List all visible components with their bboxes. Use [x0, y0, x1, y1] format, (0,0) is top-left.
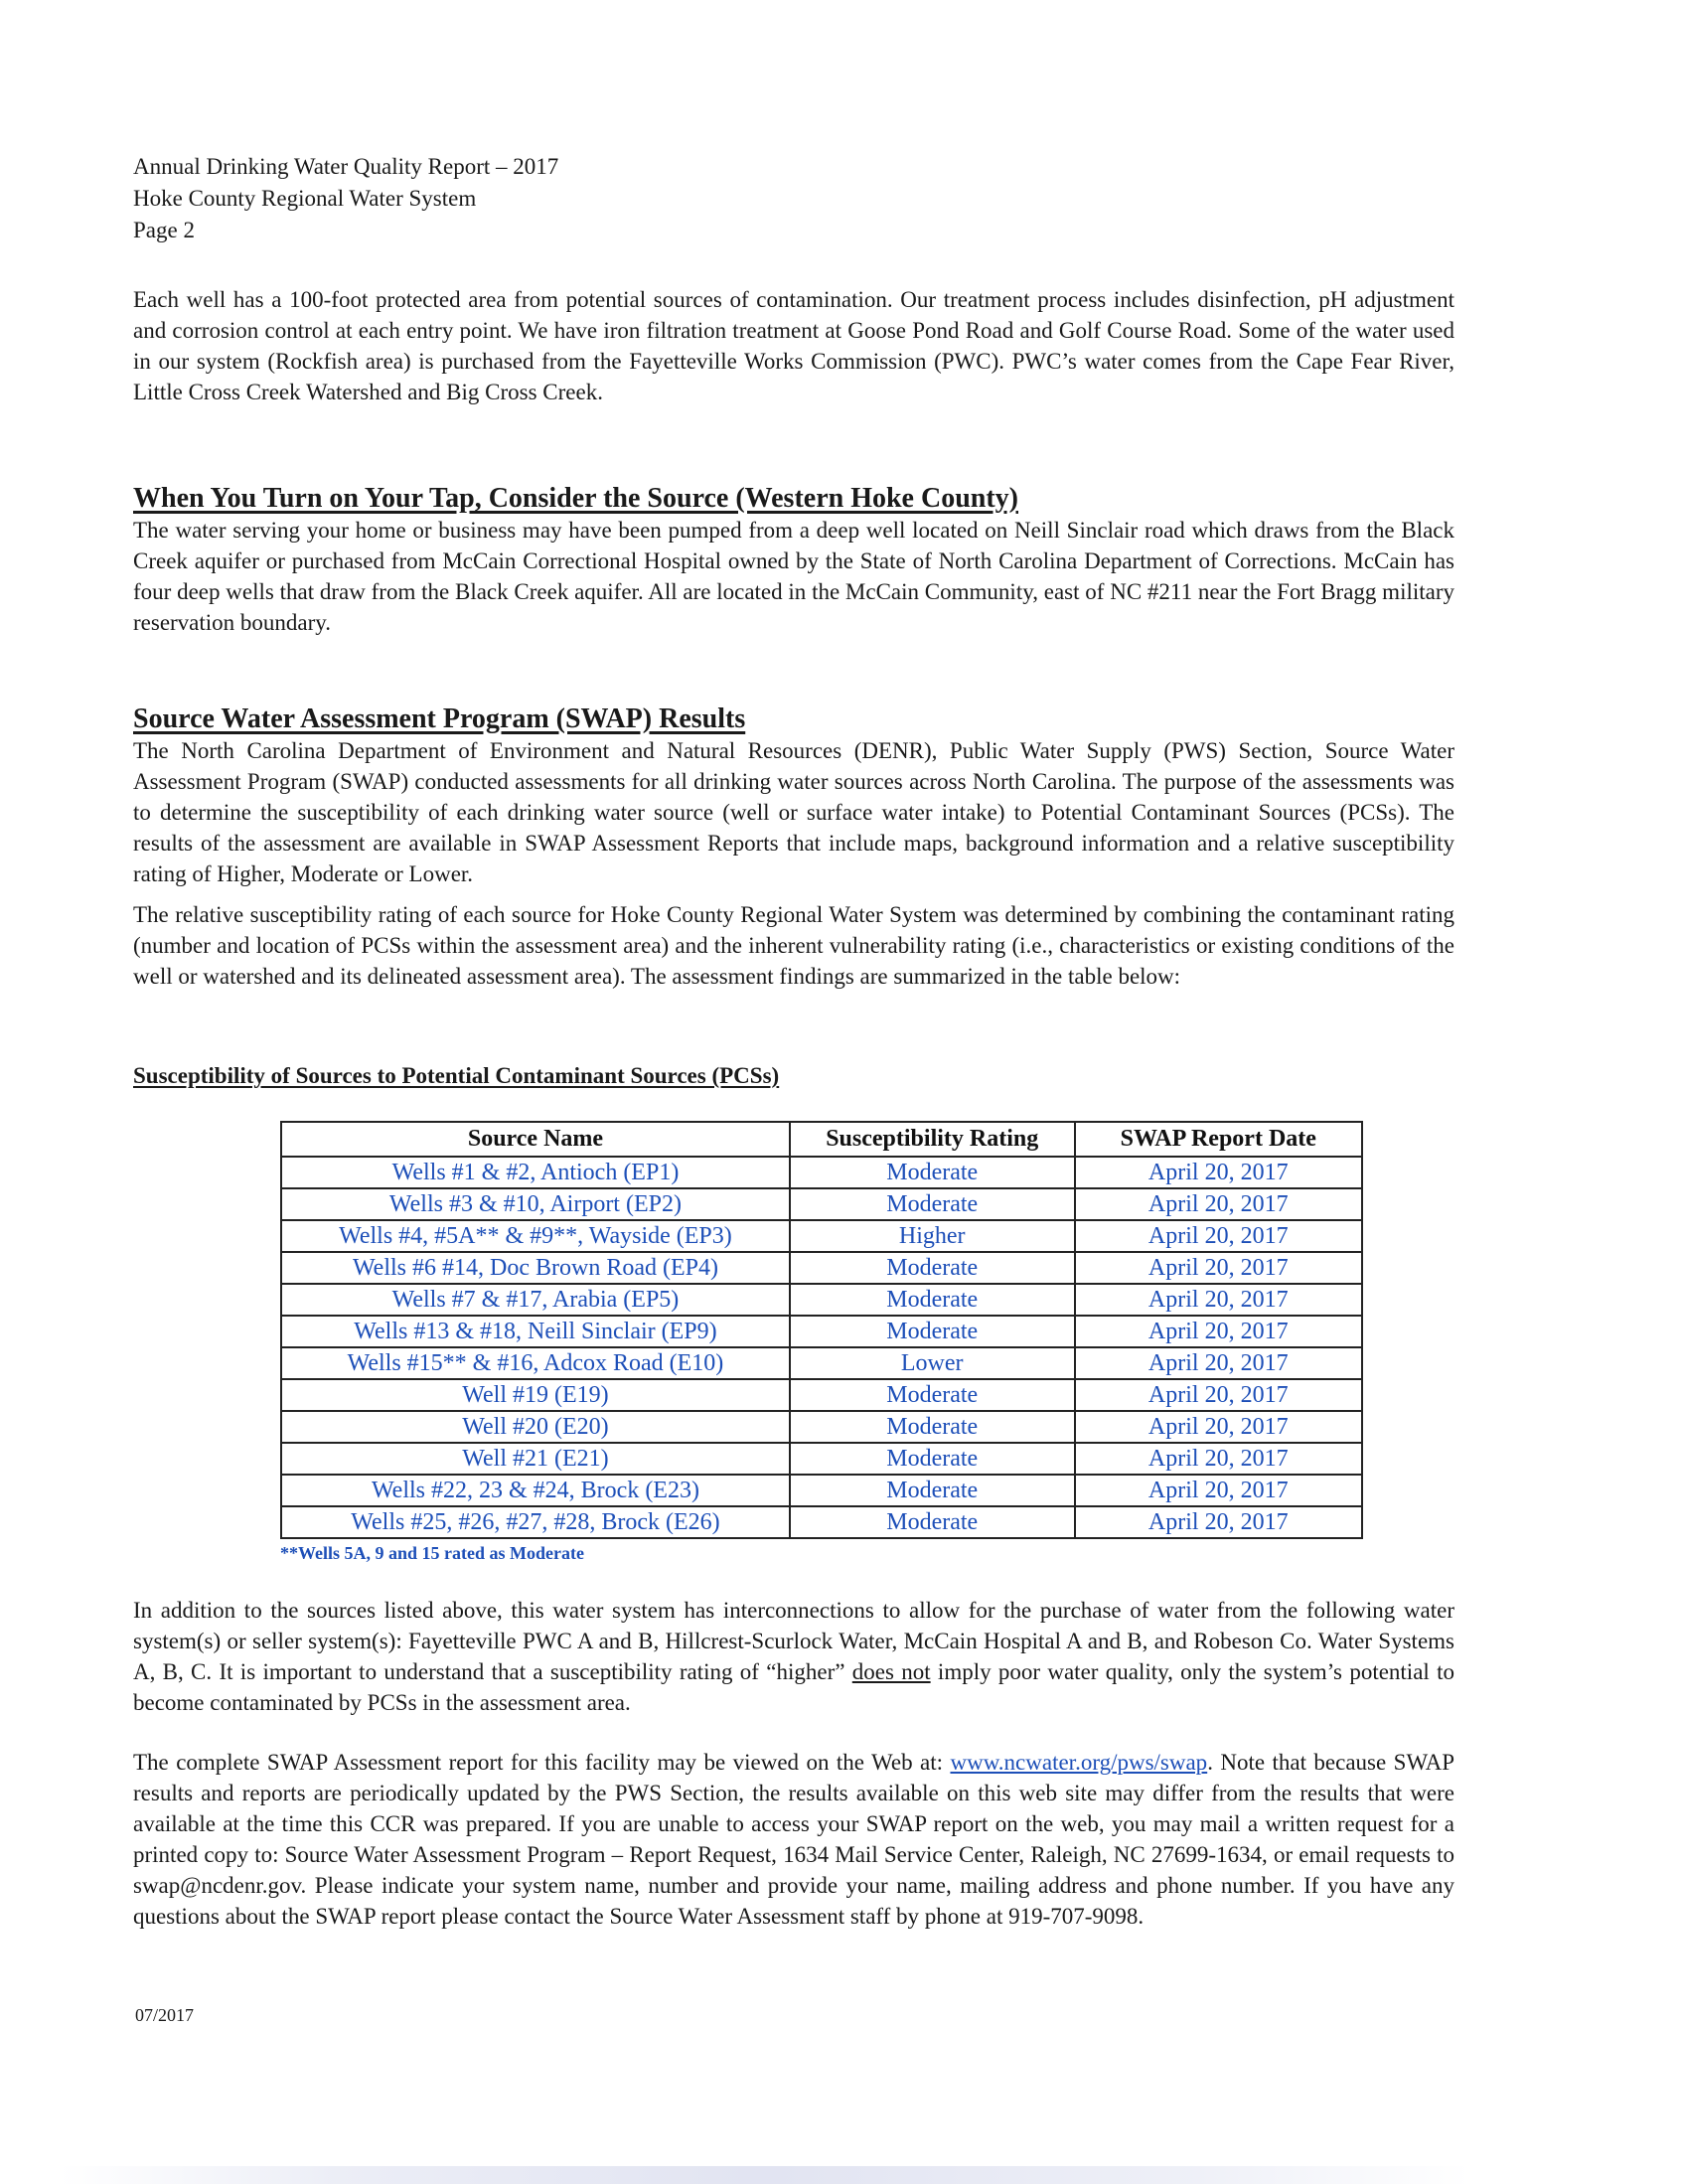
source-paragraph: The water serving your home or business may have been pumped from a deep well located on Neill Sinclair road which draws from the Black Creek aquifer or purchased from McCain Correctional Hospital owned by the State of North Carolina Department of Corrections. McCain has four deep wells that draw from the Black Creek aquifer. All are located in the McCain Community, east of NC #211 near the Fort Bragg military reservation boundary.	[133, 518, 1454, 635]
rating-cell: Moderate	[790, 1411, 1075, 1443]
date-cell: April 20, 2017	[1075, 1157, 1362, 1188]
source-heading: When You Turn on Your Tap, Consider the Source (Western Hoke County)	[133, 483, 1018, 514]
table-row	[281, 1475, 1362, 1506]
date-cell: April 20, 2017	[1075, 1316, 1362, 1347]
table-row	[281, 1347, 1362, 1379]
table-row	[281, 1506, 1362, 1538]
rating-cell: Moderate	[790, 1188, 1075, 1220]
page-number: Page 2	[133, 218, 195, 242]
web-report-text: The complete SWAP Assessment report for this facility may be viewed on the Web at:	[133, 1750, 951, 1775]
interconnections-text-end: imply poor water quality, only the system’s potential to become contaminated by PCSs in the assessment area.	[133, 1659, 1454, 1715]
footer-date: 07/2017	[135, 2005, 195, 2025]
table-row	[281, 1284, 1362, 1316]
system-name: Hoke County Regional Water System	[133, 186, 477, 211]
table-title: Susceptibility of Sources to Potential Contaminant Sources (PCSs)	[133, 1063, 780, 1088]
intro-paragraph: Each well has a 100-foot protected area from potential sources of contamination. Our treatment process includes disinfection, pH adjustment and corrosion control at each entry point. We have iron filtration treatment at Goose Pond Road and Golf Course Road. Some of the water used in our system (Rockfish area) is purchased from the Fayetteville Works Commission (PWC). PWC’s water comes from the Cape Fear River, Little Cross Creek Watershed and Big Cross Creek.	[133, 287, 1454, 404]
swap-web-link[interactable]: www.ncwater.org/pws/swap	[950, 1750, 1208, 1775]
web-report-paragraph	[133, 1747, 1454, 1932]
column-header-date: SWAP Report Date	[1075, 1122, 1362, 1157]
date-cell: April 20, 2017	[1075, 1411, 1362, 1443]
table-row	[281, 1220, 1362, 1252]
source-cell: Wells #13 & #18, Neill Sinclair (EP9)	[281, 1316, 790, 1347]
source-cell: Wells #6 #14, Doc Brown Road (EP4)	[281, 1252, 790, 1284]
table-header-row	[281, 1122, 1362, 1157]
table-row	[281, 1188, 1362, 1220]
date-cell: April 20, 2017	[1075, 1379, 1362, 1411]
rating-cell: Lower	[790, 1347, 1075, 1379]
susceptibility-table	[280, 1121, 1363, 1539]
web-report-text-end: . Note that because SWAP results and reports are periodically updated by the PWS Section, the results available on this web site may differ from the results that were available at the time this CCR was prepared. If you are unable to access your SWAP report on the web, you may mail a written request for a printed copy to: Source Water Assessment Program – Report Request, 1634 Mail Service Center, Raleigh, NC 27699-1634, or email requests to swap@ncdenr.gov. Please indicate your system name, number and provide your name, mailing address and phone number. If you have any questions about the SWAP report please contact the Source Water Assessment staff by phone at 919-707-9098.	[133, 1750, 1455, 1929]
column-header-rating: Susceptibility Rating	[790, 1122, 1075, 1157]
report-title: Annual Drinking Water Quality Report – 2017	[133, 154, 559, 179]
date-cell: April 20, 2017	[1075, 1506, 1362, 1538]
swap-paragraph-2: The relative susceptibility rating of each source for Hoke County Regional Water System was determined by combining the contaminant rating (number and location of PCSs within the assessment area) and the inherent vulnerability rating (i.e., characteristics or existing conditions of the well or watershed and its delineated assessment area). The assessment findings are summarized in the table below:	[133, 902, 1454, 989]
date-cell: April 20, 2017	[1075, 1347, 1362, 1379]
source-cell: Wells #15** & #16, Adcox Road (E10)	[281, 1347, 790, 1379]
table-row	[281, 1379, 1362, 1411]
table-row	[281, 1443, 1362, 1475]
date-cell: April 20, 2017	[1075, 1188, 1362, 1220]
date-cell: April 20, 2017	[1075, 1443, 1362, 1475]
rating-cell: Moderate	[790, 1506, 1075, 1538]
swap-paragraph-1: The North Carolina Department of Environment and Natural Resources (DENR), Public Water Supply (PWS) Section, Source Water Assessment Program (SWAP) conducted assessments for all drinking water sources across North Carolina. The purpose of the assessments was to determine the susceptibility of each drinking water source (well or surface water intake) to Potential Contaminant Sources (PCSs). The results of the assessment are available in SWAP Assessment Reports that include maps, background information and a relative susceptibility rating of Higher, Moderate or Lower.	[133, 738, 1454, 886]
column-header-source: Source Name	[281, 1122, 790, 1157]
rating-cell: Moderate	[790, 1157, 1075, 1188]
date-cell: April 20, 2017	[1075, 1284, 1362, 1316]
source-cell: Well #21 (E21)	[281, 1443, 790, 1475]
source-cell: Wells #7 & #17, Arabia (EP5)	[281, 1284, 790, 1316]
interconnections-text: In addition to the sources listed above, this water system has interconnections to allow for the purchase of water from the following water system(s) or seller system(s): Fayetteville PWC A and B, Hillcrest-Scurlock Water, McCain Hospital A and B, and Robeson Co. Water Systems A, B, C. It is important to understand that a susceptibility rating of “higher”	[133, 1598, 1454, 1684]
rating-cell: Higher	[790, 1220, 1075, 1252]
rating-cell: Moderate	[790, 1252, 1075, 1284]
rating-cell: Moderate	[790, 1284, 1075, 1316]
source-cell: Wells #1 & #2, Antioch (EP1)	[281, 1157, 790, 1188]
interconnections-paragraph	[133, 1595, 1454, 1718]
swap-heading: Source Water Assessment Program (SWAP) Results	[133, 703, 746, 734]
rating-cell: Moderate	[790, 1443, 1075, 1475]
source-cell: Wells #4, #5A** & #9**, Wayside (EP3)	[281, 1220, 790, 1252]
date-cell: April 20, 2017	[1075, 1475, 1362, 1506]
date-cell: April 20, 2017	[1075, 1220, 1362, 1252]
source-cell: Well #20 (E20)	[281, 1411, 790, 1443]
page-header	[133, 151, 558, 246]
rating-cell: Moderate	[790, 1379, 1075, 1411]
scan-artifact-strip	[60, 2166, 1470, 2184]
table-row	[281, 1157, 1362, 1188]
source-cell: Wells #22, 23 & #24, Brock (E23)	[281, 1475, 790, 1506]
table-footnote: **Wells 5A, 9 and 15 rated as Moderate	[280, 1543, 584, 1563]
source-cell: Wells #25, #26, #27, #28, Brock (E26)	[281, 1506, 790, 1538]
source-cell: Wells #3 & #10, Airport (EP2)	[281, 1188, 790, 1220]
date-cell: April 20, 2017	[1075, 1252, 1362, 1284]
rating-cell: Moderate	[790, 1316, 1075, 1347]
source-cell: Well #19 (E19)	[281, 1379, 790, 1411]
rating-cell: Moderate	[790, 1475, 1075, 1506]
does-not-emphasis: does not	[851, 1659, 931, 1684]
table-row	[281, 1411, 1362, 1443]
table-row	[281, 1252, 1362, 1284]
table-row	[281, 1316, 1362, 1347]
